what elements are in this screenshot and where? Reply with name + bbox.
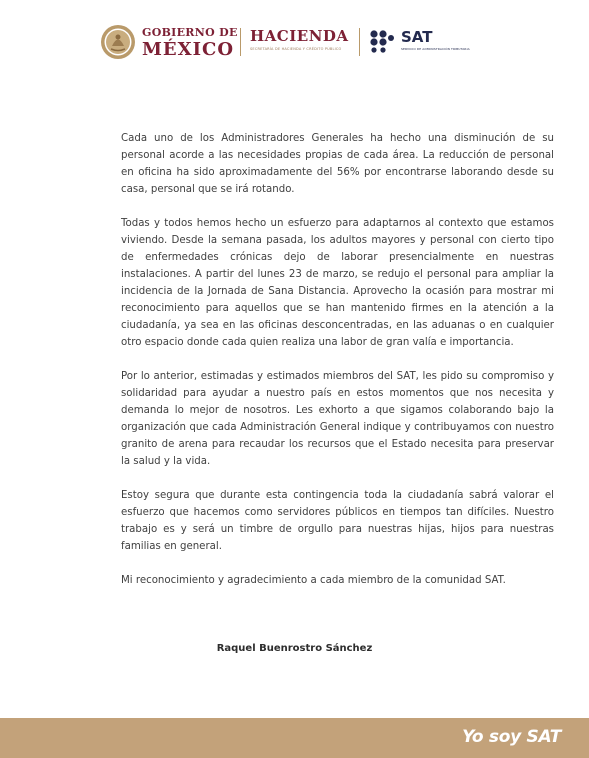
footer-slogan: Yo soy SAT <box>462 727 561 747</box>
letter-body <box>121 130 554 606</box>
gobierno-line2: MÉXICO <box>142 39 235 60</box>
mexico-seal-icon <box>100 24 136 60</box>
hacienda-line1: HACIENDA <box>250 27 349 45</box>
footer-band <box>0 718 589 758</box>
hacienda-line2: SECRETARÍA DE HACIENDA Y CRÉDITO PÚBLICO <box>250 47 342 51</box>
gobierno-line1: GOBIERNO DE <box>142 26 238 39</box>
sat-logo <box>401 30 470 51</box>
paragraph: Cada uno de los Administradores Generales ha hecho una disminución de su personal acorde a las necesidades propias de cada área. La reducción de personal en oficina ha sido aproximadamente del 56% por encontrarse laborando desde su casa, personal que se irá rotando. <box>121 133 554 195</box>
hacienda-logo <box>250 29 349 52</box>
paragraph: Todas y todos hemos hecho un esfuerzo para adaptarnos al contexto que estamos viviendo. Desde la semana pasada, los adultos mayores y personal con cierto tipo de enfermedades crónicas dejo de laborar presencialmente en nuestras instalaciones. A partir del lunes 23 de marzo, se redujo el personal para ampliar la incidencia de la Jornada de Sana Distancia. Aprovecho la ocasión para mostrar mi reconocimiento para aquellos que se han mantenido firmes en la atención a la ciudadanía, ya sea en las oficinas desconcentradas, en las aduanas o en cualquier otro espacio donde cada quien realiza una labor de gran valía e importancia. <box>121 218 554 348</box>
paragraph: Por lo anterior, estimadas y estimados miembros del SAT, les pido su compromiso y solidaridad para ayudar a nuestro país en estos momentos que nos necesita y demanda lo mejor de nosotros. Les exhorto a que sigamos colaborando bajo la organización que cada Administración General indique y contribuyamos con nuestro granito de arena para recaudar los recursos que el Estado necesita para preservar la salud y la vida. <box>121 371 554 467</box>
sat-line2: SERVICIO DE ADMINISTRACIÓN TRIBUTARIA <box>401 47 470 51</box>
gobierno-de-mexico-logo <box>142 27 238 59</box>
sat-line1: SAT <box>401 28 433 46</box>
signature-name: Raquel Buenrostro Sánchez <box>216 643 373 654</box>
letterhead <box>0 22 589 66</box>
paragraph: Mi reconocimiento y agradecimiento a cada miembro de la comunidad SAT. <box>121 575 506 586</box>
sat-dots-icon <box>369 29 397 53</box>
logo-divider <box>240 28 241 56</box>
paragraph: Estoy segura que durante esta contingencia toda la ciudadanía sabrá valorar el esfuerzo que hacemos como servidores públicos en tiempos tan difíciles. Nuestro trabajo es y será un timbre de orgullo para nuestras hijas, hijos para nuestras familias en general. <box>121 490 554 552</box>
logo-divider <box>359 28 360 56</box>
